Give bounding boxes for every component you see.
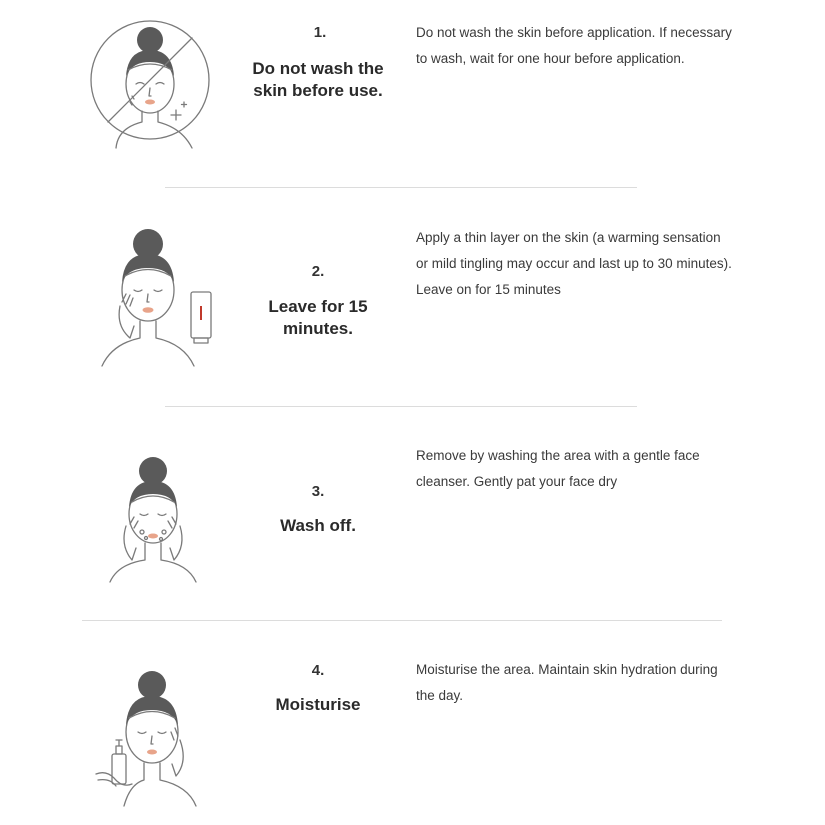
step-number: 3. — [311, 483, 325, 500]
step-title-line: Moisturise — [275, 695, 361, 714]
step-description: Moisturise the area. Maintain skin hydration during the day. — [416, 662, 718, 703]
step-number: 2. — [311, 263, 325, 280]
wash-off-face-illustration — [106, 456, 201, 591]
step-title — [243, 694, 393, 716]
step-title-line: minutes. — [283, 319, 353, 338]
step-number: 4. — [311, 662, 325, 679]
no-wash-face-illustration — [88, 18, 218, 158]
step-title — [243, 296, 393, 340]
divider — [165, 406, 637, 407]
step-description: Do not wash the skin before application. If necessary to wash, wait for one hour before application. — [416, 25, 732, 66]
step-title-line: Wash off. — [280, 516, 356, 535]
step-title-line: skin before use. — [253, 81, 383, 100]
apply-cream-face-illustration — [98, 226, 218, 376]
step-title-line: Leave for 15 — [268, 297, 368, 316]
step-number: 1. — [313, 24, 327, 41]
divider — [165, 187, 637, 188]
step-title — [243, 58, 393, 102]
step-description: Remove by washing the area with a gentle face cleanser. Gently pat your face dry — [416, 448, 700, 489]
divider — [82, 620, 722, 621]
step-title — [243, 515, 393, 537]
step-description: Apply a thin layer on the skin (a warming sensation or mild tingling may occur and last up to 30 minutes). Leave on for 15 minutes — [416, 230, 732, 297]
moisturise-face-illustration — [92, 670, 202, 815]
step-title-line: Do not wash the — [252, 59, 384, 78]
